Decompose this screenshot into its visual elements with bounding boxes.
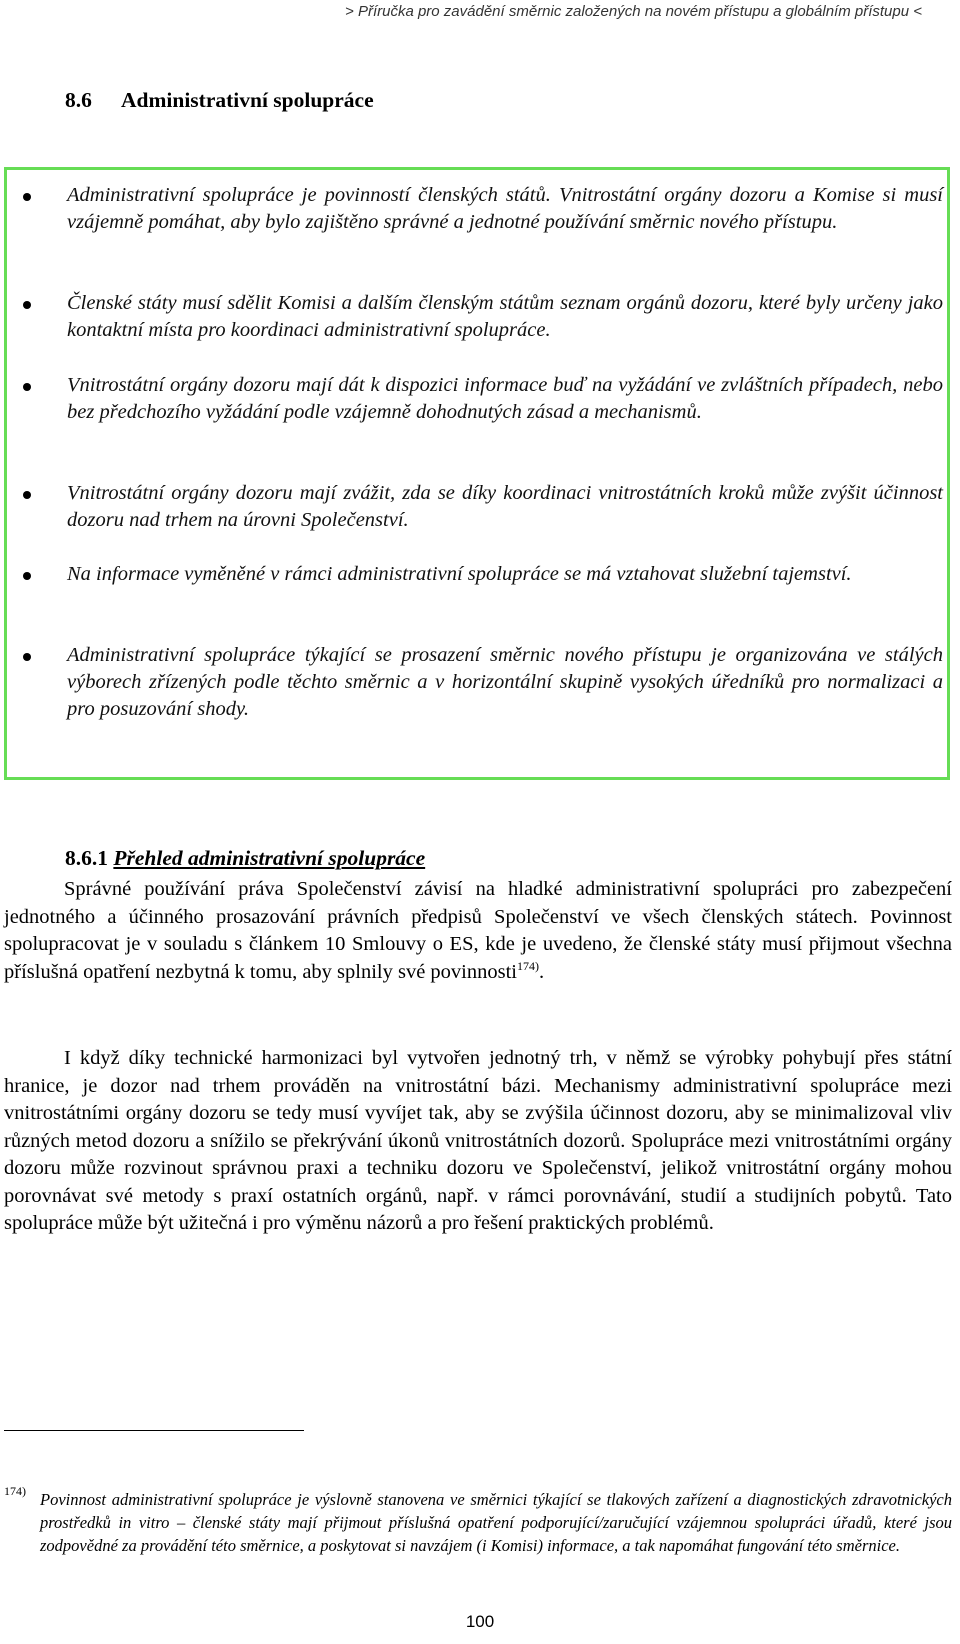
- subsection-number: 8.6.1: [65, 846, 108, 870]
- paragraph-end: .: [539, 960, 545, 983]
- summary-bullet-text: Vnitrostátní orgány dozoru mají zvážit, zda se díky koordinaci vnitrostátních kroků může zvýšit účinnost dozoru nad trhem na úrovni Společenství.: [67, 482, 943, 531]
- paragraph-text: Správné používání práva Společenství závisí na hladké administrativní spolupráci pro zabezpečení jednotného a účinného prosazování právních předpisů Společenství ve všech členských státech. Povinnost spolupracovat je v souladu s článkem 10 Smlouvy o ES, kde je uvedeno, že členské státy musí přijmout všechna příslušná opatření nezbytná k tomu, aby splnily své povinnosti: [4, 878, 952, 983]
- page-number: 100: [465, 1612, 495, 1631]
- summary-bullet-text: Členské státy musí sdělit Komisi a dalším členským státům seznam orgánů dozoru, které byly určeny jako kontaktní místa pro koordinaci administrativní spolupráce.: [67, 292, 943, 341]
- bullet-icon: [23, 653, 31, 661]
- footnote-text: Povinnost administrativní spolupráce je výslovně stanovena ve směrnici týkající se tlakových zařízení a diagnostických zdravotnických prostředků in vitro – členské státy mají přijmout příslušná opatření podporující/zaručující vzájemnou spolupráci úřadů, které jsou zodpovědné za provádění této směrnice, a poskytovat si navzájem (i Komisi) informace, a tak napomáhat fungování této směrnice.: [40, 1490, 952, 1555]
- bullet-icon: [23, 491, 31, 499]
- running-header: > Příručka pro zavádění směrnic založených na novém přístupu a globálním přístupu <: [345, 3, 922, 20]
- body-paragraph: I když díky technické harmonizaci byl vytvořen jednotný trh, v němž se výrobky pohybují přes státní hranice, je dozor nad trhem prováděn na vnitrostátní bázi. Mechanismy administrativní spolupráce mezi vnitrostátními orgány dozoru se tedy musí vyvíjet tak, aby se zvýšila účinnost dozoru, aby se minimalizoval vliv různých metod dozoru a snížilo se překrývání úkonů vnitrostátních dozorů. Spolupráce mezi vnitrostátními orgány dozoru může rozvinout správnou praxi a techniku dozoru ve Společenství, jelikož vnitrostátní orgány mohou porovnávat své metody s praxí ostatních orgánů, např. v rámci porovnávání, studií a studijních pobytů. Tato spolupráce může být užitečná i pro výměnu názorů a pro řešení praktických problémů.: [4, 1047, 952, 1234]
- bullet-icon: [23, 572, 31, 580]
- summary-bullet-text: Na informace vyměněné v rámci administrativní spolupráce se má vztahovat služební tajemství.: [67, 563, 852, 585]
- section-heading: [65, 88, 374, 113]
- section-title: Administrativní spolupráce: [121, 88, 374, 112]
- summary-bullet-text: Vnitrostátní orgány dozoru mají dát k dispozici informace buď na vyžádání ve zvláštních případech, nebo bez předchozího vyžádání podle vzájemně dohodnutých zásad a mechanismů.: [67, 374, 943, 423]
- footnote-reference[interactable]: 174): [517, 958, 540, 973]
- bullet-icon: [23, 193, 31, 201]
- section-number: 8.6: [65, 88, 92, 112]
- bullet-icon: [23, 383, 31, 391]
- summary-bullet-text: Administrativní spolupráce je povinností členských států. Vnitrostátní orgány dozoru a Komise si musí vzájemně pomáhat, aby bylo zajištěno správné a jednotné používání směrnic nového přístupu.: [67, 184, 943, 233]
- subsection-title: Přehled administrativní spolupráce: [113, 846, 426, 870]
- summary-bullet-text: Administrativní spolupráce týkající se prosazení směrnic nového přístupu je organizována ve stálých výborech zřízených podle těchto směrnic a v horizontální skupině vysokých úředníků pro normalizaci a pro posuzování shody.: [67, 644, 943, 720]
- footnote-separator: [4, 1430, 304, 1431]
- footnote-number: 174): [4, 1484, 26, 1498]
- bullet-icon: [23, 301, 31, 309]
- subsection-heading: [65, 846, 425, 871]
- summary-box: [4, 167, 950, 780]
- body-paragraph: [4, 876, 952, 986]
